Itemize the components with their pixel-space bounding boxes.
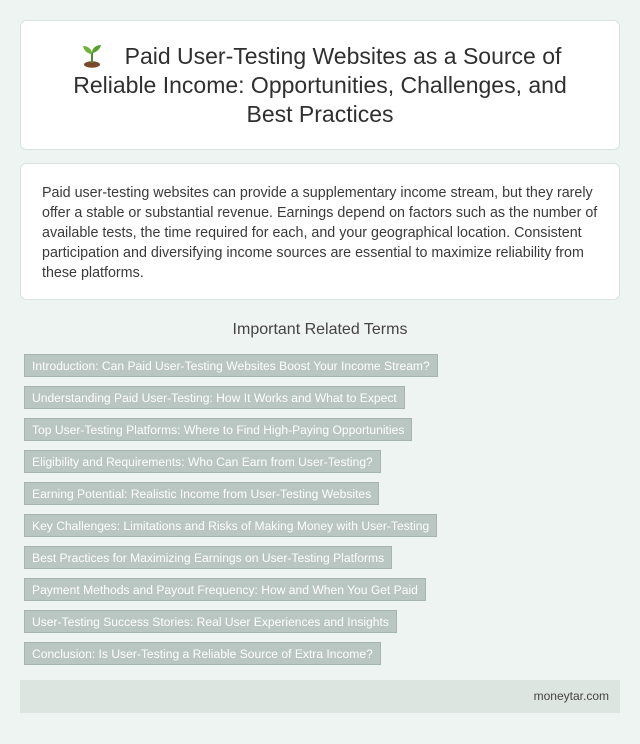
sprout-icon: [79, 42, 105, 68]
related-term-best-practices[interactable]: Best Practices for Maximizing Earnings on User-Testing Platforms: [24, 546, 392, 569]
related-terms-heading: Important Related Terms: [232, 321, 408, 338]
page-title: [51, 42, 589, 129]
related-term-payment-methods[interactable]: Payment Methods and Payout Frequency: How and When You Get Paid: [24, 578, 426, 601]
summary-card: [20, 163, 620, 300]
title-card: [20, 20, 620, 150]
summary-text: Paid user-testing websites can provide a supplementary income stream, but they rarely offer a stable or substantial revenue. Earnings depend on factors such as the number of available tests, the time required for each, and your geographical location. Consistent participation and diversifying income sources are essential to maximize reliability from these platforms.: [42, 185, 598, 281]
related-term-success-stories[interactable]: User-Testing Success Stories: Real User Experiences and Insights: [24, 610, 397, 633]
related-term-conclusion[interactable]: Conclusion: Is User-Testing a Reliable Source of Extra Income?: [24, 642, 381, 665]
related-terms-list: [24, 354, 438, 674]
related-term-earning-potential[interactable]: Earning Potential: Realistic Income from User-Testing Websites: [24, 482, 379, 505]
related-term-eligibility[interactable]: Eligibility and Requirements: Who Can Earn from User-Testing?: [24, 450, 381, 473]
related-term-key-challenges[interactable]: Key Challenges: Limitations and Risks of Making Money with User-Testing: [24, 514, 437, 537]
related-term-understanding[interactable]: Understanding Paid User-Testing: How It Works and What to Expect: [24, 386, 405, 409]
related-term-introduction[interactable]: Introduction: Can Paid User-Testing Websites Boost Your Income Stream?: [24, 354, 438, 377]
related-term-top-platforms[interactable]: Top User-Testing Platforms: Where to Find High-Paying Opportunities: [24, 418, 412, 441]
footer-site-link[interactable]: moneytar.com: [533, 689, 609, 703]
footer: [20, 680, 620, 713]
title-text: Paid User-Testing Websites as a Source of Reliable Income: Opportunities, Challenges, and Best Practices: [73, 42, 567, 127]
